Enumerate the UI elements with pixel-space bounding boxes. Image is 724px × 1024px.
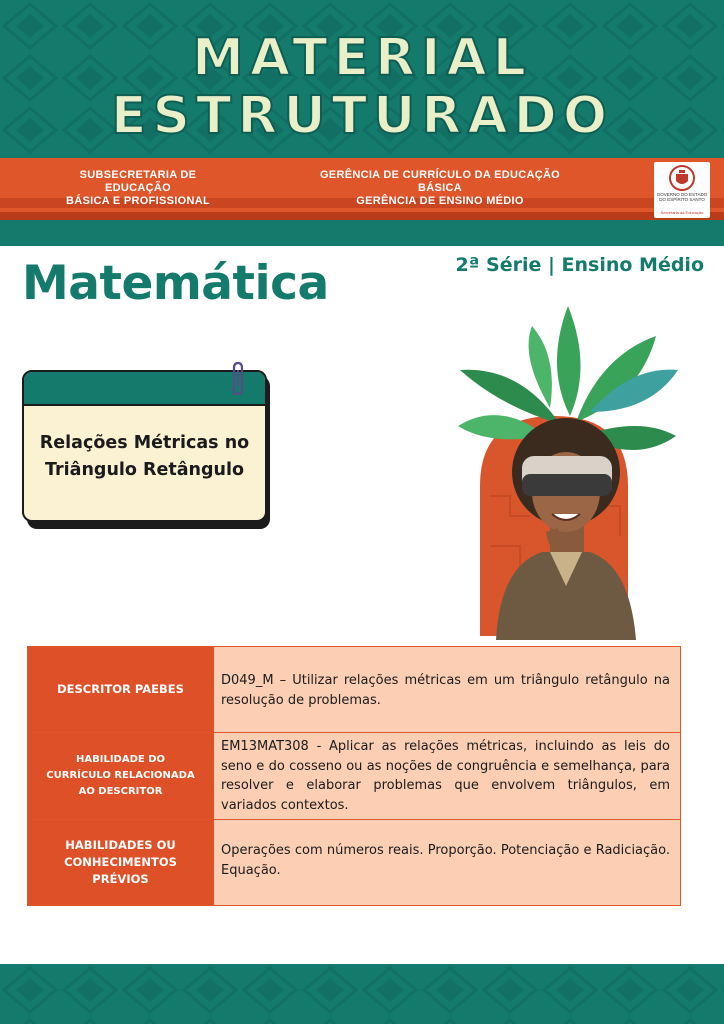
government-logo [654, 162, 710, 218]
middle-organization [300, 169, 580, 208]
title-line-1: MATERIAL [192, 28, 532, 88]
government-logo-subtext: Secretaria da Educação [660, 210, 704, 215]
left-organization-line1: SUBSECRETARIA DE EDUCAÇÃO [79, 169, 197, 194]
paperclip-icon [228, 360, 248, 400]
table-row-value: Operações com números reais. Proporção. Potenciação e Radiciação. Equação. [214, 820, 681, 906]
table-row-value: EM13MAT308 - Aplicar as relações métricas, incluindo as leis do seno e do cosseno ou as noções de congruência e semelhança, para resolver e elaborar problemas que envolvem triângulos, em variados contextos. [214, 733, 681, 820]
topic-title [24, 430, 265, 484]
header-banner [0, 0, 724, 246]
table-row [28, 647, 681, 733]
government-logo-text [654, 192, 710, 202]
descriptor-table [27, 646, 681, 906]
table-row-label [28, 733, 214, 820]
grade-label: 2ª Série | Ensino Médio [455, 254, 704, 276]
table-row-label-line2: CONHECIMENTOS PRÉVIOS [64, 855, 177, 886]
table-row-label [28, 820, 214, 906]
government-logo-text-line2: DO ESPÍRITO SANTO [659, 197, 705, 202]
table-row-label-line1: HABILIDADE DO [76, 754, 165, 765]
footer-banner [0, 964, 724, 1024]
table-row-label-line3: AO DESCRITOR [78, 786, 163, 797]
middle-organization-line1: GERÊNCIA DE CURRÍCULO DA EDUCAÇÃO BÁSICA [319, 169, 561, 194]
table-row-value: D049_M – Utilizar relações métricas em um triângulo retângulo na resolução de problemas. [214, 647, 681, 733]
title-line-2: ESTRUTURADO [110, 86, 614, 146]
topic-title-line1: Relações Métricas no [39, 433, 250, 453]
table-row-label-line1: HABILIDADES OU [65, 838, 176, 852]
ethnic-pattern-background [0, 964, 724, 1024]
table-row [28, 820, 681, 906]
topic-title-line2: Triângulo Retângulo [45, 460, 244, 480]
table-row-label: DESCRITOR PAEBES [28, 647, 214, 733]
table-row-label-line2: CURRÍCULO RELACIONADA [46, 770, 195, 781]
table-row [28, 733, 681, 820]
state-coat-of-arms-icon [668, 164, 696, 192]
student-vr-illustration [450, 296, 690, 640]
subject-title: Matemática [22, 256, 329, 311]
government-logo-text-line1: GOVERNO DO ESTADO [656, 192, 708, 197]
left-organization-line2: BÁSICA E PROFISSIONAL [65, 195, 210, 207]
organization-band [0, 158, 724, 220]
band-stripe [0, 212, 724, 220]
middle-organization-line2: GERÊNCIA DE ENSINO MÉDIO [356, 195, 524, 207]
left-organization [48, 169, 228, 208]
